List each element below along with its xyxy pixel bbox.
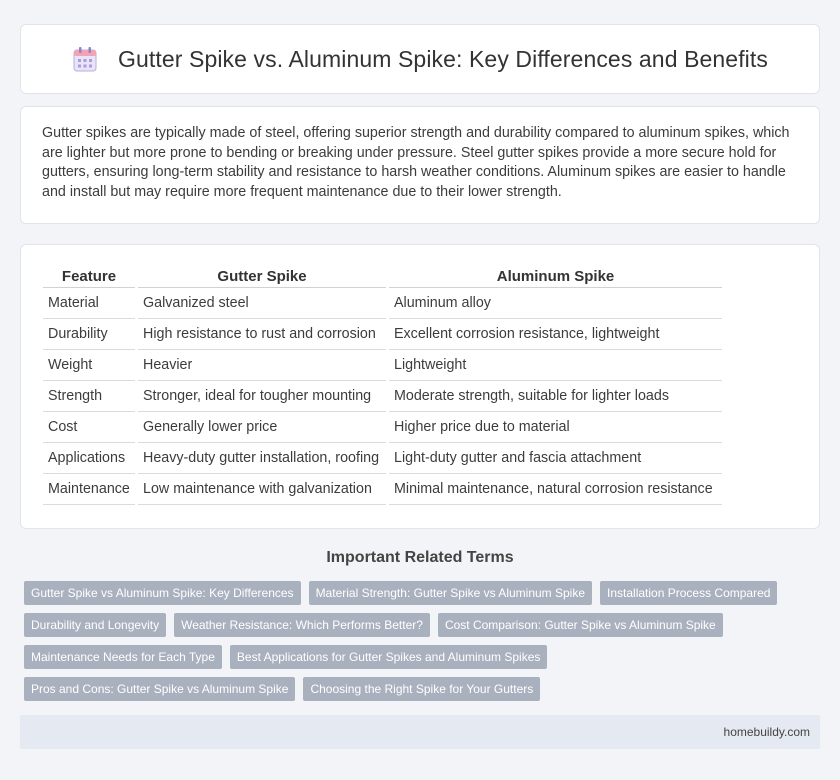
footer-site-link[interactable]: homebuildy.com — [723, 725, 810, 739]
table-row — [43, 288, 722, 319]
related-term-tag[interactable]: Choosing the Right Spike for Your Gutters — [303, 677, 540, 701]
table-cell: Aluminum alloy — [389, 288, 722, 319]
related-term-tag[interactable]: Best Applications for Gutter Spikes and Aluminum Spikes — [230, 645, 548, 669]
table-cell: Galvanized steel — [138, 288, 386, 319]
table-cell: Heavier — [138, 350, 386, 381]
table-cell: Heavy-duty gutter installation, roofing — [138, 443, 386, 474]
table-row — [43, 350, 722, 381]
table-cell: Low maintenance with galvanization — [138, 474, 386, 505]
table-row — [43, 474, 722, 505]
related-term-tag[interactable]: Installation Process Compared — [600, 581, 777, 605]
table-cell: Maintenance — [43, 474, 135, 505]
page-title: Gutter Spike vs. Aluminum Spike: Key Differences and Benefits — [118, 45, 768, 72]
intro-paragraph: Gutter spikes are typically made of steel, offering superior strength and durability compared to aluminum spikes, which are lighter but more prone to bending or breaking under pressure. Steel gutter spikes provide a more secure hold for gutters, ensuring long-term stability and resistance to harsh weather conditions. Aluminum spikes are easier to handle and install but may require more frequent maintenance due to their lower strength. — [42, 125, 790, 200]
intro-card — [20, 106, 820, 224]
table-cell: Generally lower price — [138, 412, 386, 443]
column-header-aluminum-spike: Aluminum Spike — [389, 266, 722, 288]
table-cell: Excellent corrosion resistance, lightweight — [389, 319, 722, 350]
calendar-icon — [72, 45, 98, 73]
related-term-tag[interactable]: Pros and Cons: Gutter Spike vs Aluminum Spike — [24, 677, 295, 701]
table-row — [43, 319, 722, 350]
related-terms-list — [24, 581, 814, 709]
column-header-gutter-spike: Gutter Spike — [138, 266, 386, 288]
header-card — [20, 24, 820, 94]
table-header-row — [43, 266, 722, 288]
table-row — [43, 443, 722, 474]
comparison-table — [43, 266, 722, 505]
related-term-tag[interactable]: Weather Resistance: Which Performs Better? — [174, 613, 430, 637]
related-term-tag[interactable]: Gutter Spike vs Aluminum Spike: Key Differences — [24, 581, 301, 605]
table-cell: Material — [43, 288, 135, 319]
related-terms-title: Important Related Terms — [326, 549, 514, 566]
related-term-tag[interactable]: Cost Comparison: Gutter Spike vs Aluminum Spike — [438, 613, 723, 637]
table-cell: Durability — [43, 319, 135, 350]
table-cell: Moderate strength, suitable for lighter loads — [389, 381, 722, 412]
comparison-table-card — [20, 244, 820, 529]
table-cell: Higher price due to material — [389, 412, 722, 443]
table-cell: Cost — [43, 412, 135, 443]
table-row — [43, 381, 722, 412]
footer — [20, 715, 820, 749]
table-cell: Minimal maintenance, natural corrosion resistance — [389, 474, 722, 505]
table-cell: Lightweight — [389, 350, 722, 381]
table-cell: Strength — [43, 381, 135, 412]
table-cell: Applications — [43, 443, 135, 474]
column-header-feature: Feature — [43, 266, 135, 288]
table-cell: High resistance to rust and corrosion — [138, 319, 386, 350]
table-cell: Stronger, ideal for tougher mounting — [138, 381, 386, 412]
table-row — [43, 412, 722, 443]
table-cell: Weight — [43, 350, 135, 381]
related-term-tag[interactable]: Durability and Longevity — [24, 613, 166, 637]
table-cell: Light-duty gutter and fascia attachment — [389, 443, 722, 474]
related-term-tag[interactable]: Material Strength: Gutter Spike vs Aluminum Spike — [309, 581, 592, 605]
related-term-tag[interactable]: Maintenance Needs for Each Type — [24, 645, 222, 669]
